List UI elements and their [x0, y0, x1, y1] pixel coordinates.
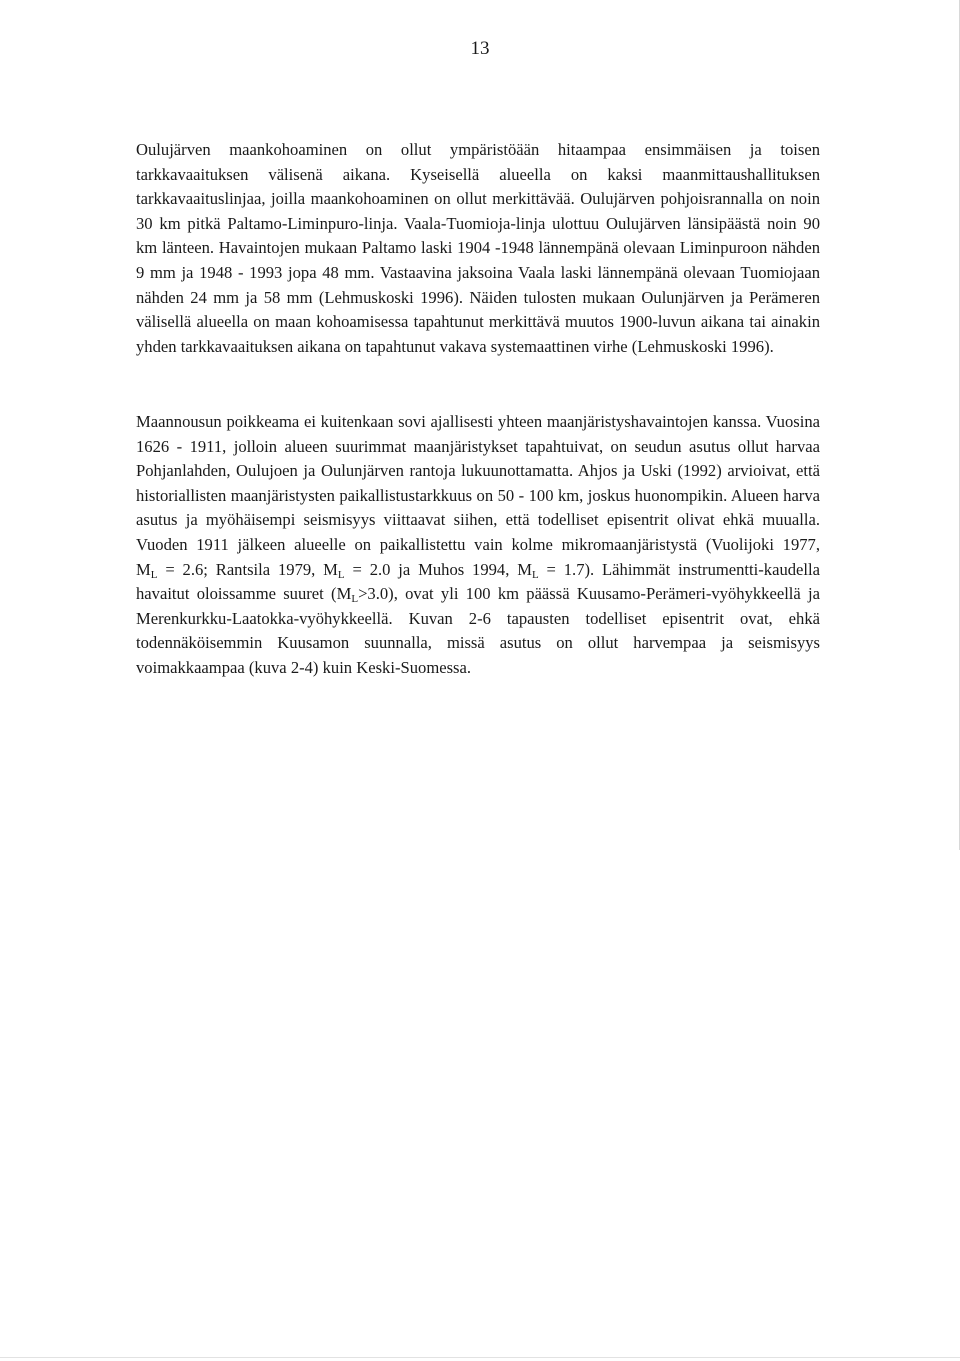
- paragraph-2-text-d: Lähimmät instrumentti-kaudella havaitut oloissamme suuret (: [136, 559, 820, 604]
- paragraph-1: [136, 138, 820, 359]
- paragraph-2-text-c: ja Muhos 1994,: [390, 559, 518, 579]
- paragraph-1-text: Oulujärven maankohoaminen on ollut ympäristöään hitaampaa ensimmäisen ja toisen tarkkavaaituksen välisenä aikana. Kyseisellä alueella on kaksi maanmittaushallituksen tarkkavaaituslinjaa, joilla maankohoaminen on ollut merkittävää. Oulujärven pohjoisrannalla on noin 30 km pitkä Paltamo-Liminpuro-linja. Vaala-Tuomioja-linja ulottuu Oulujärven länsipäästä noin 90 km länteen. Havaintojen mukaan Paltamo laski 1904 -1948 lännempänä olevaan Liminpuroon nähden 9 mm ja 1948 - 1993 jopa 48 mm. Vastaavina jaksoina Vaala laski lännempänä olevaan Tuomiojaan nähden 24 mm ja 58 mm (Lehmuskoski 1996). Näiden tulosten mukaan Oulunjärven ja Perämeren välisellä alueella on maan kohoamisessa tapahtunut merkittävä muutos 1900-luvun aikana tai ainakin yhden tarkkavaaituksen aikana on tapahtunut vakava systemaattinen virhe (Lehmuskoski 1996).: [136, 140, 820, 356]
- page-number: 13: [470, 38, 490, 59]
- magnitude-ml-3: $M_L = 1.7$).: [517, 559, 595, 581]
- paragraph-2-text-e: ovat yli 100 km päässä Kuusamo-Perämeri-vyöhykkeellä ja Merenkurkku-Laatokka-vyöhykkeellä. Kuvan 2-6 tapausten todelliset episentrit ovat, ehkä todennäköisemmin Kuusamon suunnalla, missä asutus on ollut harvempaa ja seismisyys voimakkaampaa (kuva 2-4) kuin Keski-Suomessa.: [136, 584, 821, 677]
- paragraph-2-text-a: Maannousun poikkeama ei kuitenkaan sovi ajallisesti yhteen maanjäristyshavaintojen kanssa. Vuosina 1626 - 1911, jolloin alueen suurimmat maanjäristykset tapahtuivat, on seudun asutus ollut harvaa Pohjanlahden, Oulujoen ja Oulunjärven rantoja lukuunottamatta. Ahjos ja Uski (1992) arvioivat, että historiallisten maanjäristysten paikallistustarkkuus on 50 - 100 km, joskus huonompikin. Alueen harva asutus ja myöhäisempi seismisyys viittaavat siihen, että todelliset episentrit olivat ehkä muualla. Vuoden 1911 jälkeen alueelle on paikallistettu vain kolme mikromaanjäristystä (Vuolijoki 1977,: [136, 412, 820, 554]
- paragraph-2: [136, 410, 820, 681]
- magnitude-ml-2: $M_L = 2.0$: [323, 559, 391, 581]
- magnitude-ml-1: $M_L = 2.6$;: [136, 559, 208, 581]
- magnitude-ml-4: $M_L>3.0$),: [336, 584, 398, 606]
- paragraph-2-text-b: Rantsila 1979,: [207, 559, 324, 579]
- scan-edge-bottom: [0, 1357, 960, 1358]
